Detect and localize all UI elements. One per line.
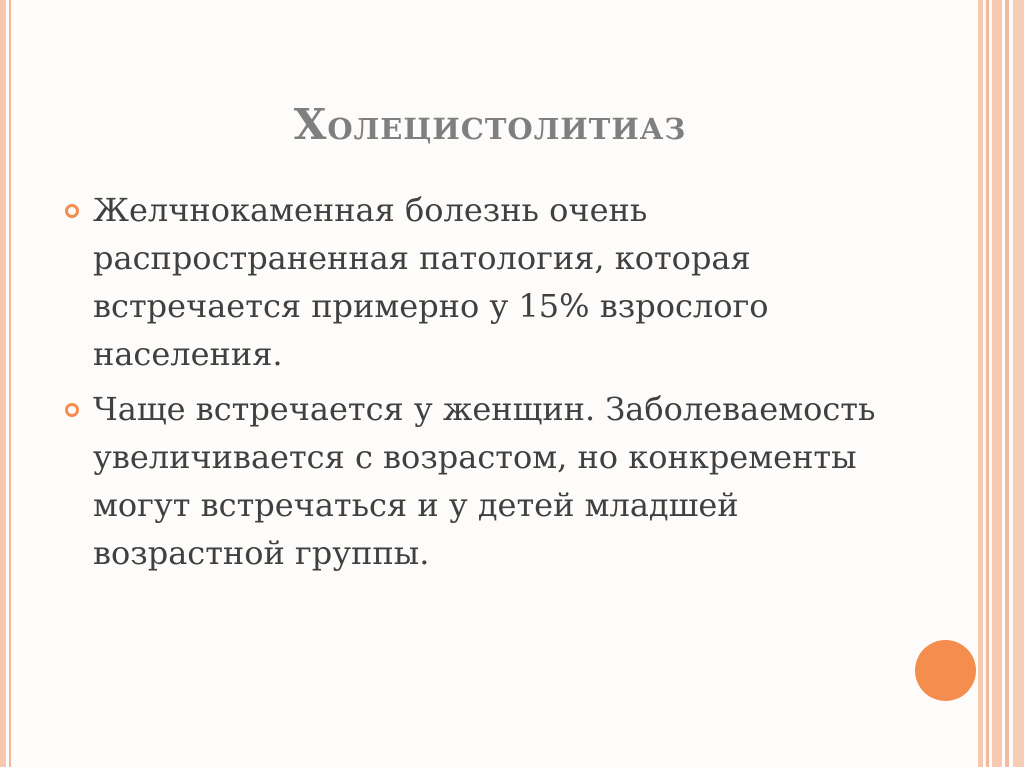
bullet-text: Желчнокаменная болезнь очень распространенная патология, которая встречается примерно у 15% взрослого населения. xyxy=(93,191,769,373)
right-border-stripe xyxy=(1005,0,1009,767)
bullet-item xyxy=(60,385,940,577)
slide-title: Холецистолитиаз xyxy=(293,100,687,149)
bullet-text: Чаще встречается у женщин. Заболеваемость увеличивается с возрастом, но конкременты могут встречаться и у детей младшей возрастной группы. xyxy=(93,390,876,572)
bullet-item xyxy=(60,186,940,378)
bullet-list xyxy=(60,186,940,584)
ring-bullet-icon xyxy=(65,403,79,417)
ring-bullet-icon xyxy=(65,204,79,218)
right-border-stripe xyxy=(1013,0,1024,767)
left-border-stripe xyxy=(0,0,6,767)
right-border-stripe xyxy=(986,0,989,767)
left-border-stripe xyxy=(9,0,11,767)
circle-decoration xyxy=(915,640,976,701)
right-border-stripe xyxy=(992,0,1002,767)
right-border-stripe xyxy=(978,0,983,767)
